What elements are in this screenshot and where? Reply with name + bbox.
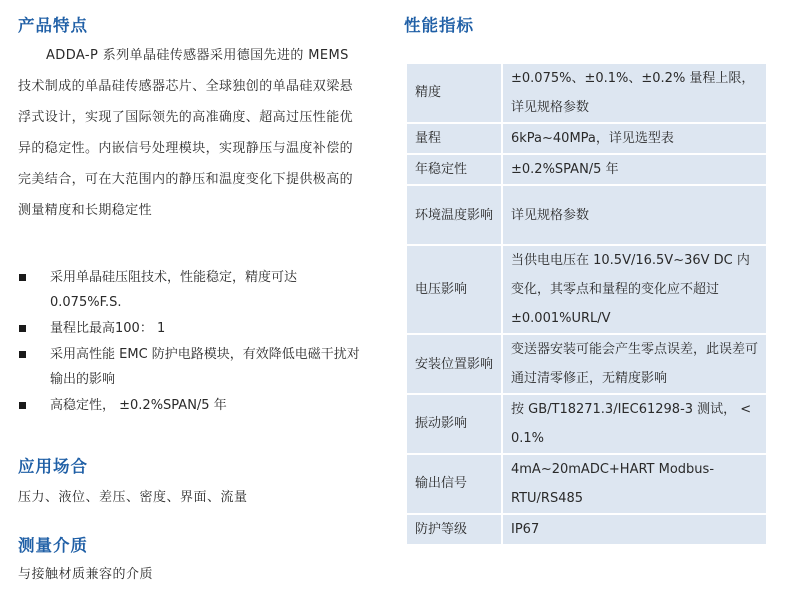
row-value: 按 GB/T18271.3/IEC61298-3 测试， < 0.1% bbox=[503, 395, 766, 453]
row-label: 年稳定性 bbox=[407, 155, 503, 184]
row-label: 防护等级 bbox=[407, 515, 503, 544]
feature-item bbox=[18, 342, 368, 392]
performance-title: 性能指标 bbox=[404, 16, 474, 35]
table-row bbox=[407, 155, 766, 184]
applications-title: 应用场合 bbox=[18, 457, 88, 476]
row-value: 4mA~20mADC+HART Modbus-RTU/RS485 bbox=[503, 455, 766, 513]
row-value: ±0.2%SPAN/5 年 bbox=[503, 155, 766, 184]
square-bullet-icon bbox=[19, 351, 26, 358]
table-row bbox=[407, 455, 766, 513]
table-row bbox=[407, 515, 766, 544]
row-label: 电压影响 bbox=[407, 246, 503, 333]
feature-item bbox=[18, 316, 368, 341]
features-intro-text: ADDA-P 系列单晶硅传感器采用德国先进的 MEMS 技术制成的单晶硅传感器芯片、全球独创的单晶硅双梁悬浮式设计，实现了国际领先的高准确度、超高过压性能优异的稳定性。内嵌信号处理模块，实现静压与温度补偿的完美结合，可在大范围内的静压和温度变化下提供极高的测量精度和长期稳定性 bbox=[18, 48, 354, 218]
row-value: 当供电电压在 10.5V/16.5V~36V DC 内变化，其零点和量程的变化应不超过 ±0.001%URL/V bbox=[503, 246, 766, 333]
features-intro bbox=[18, 40, 363, 226]
media-title: 测量介质 bbox=[18, 536, 88, 555]
row-label: 输出信号 bbox=[407, 455, 503, 513]
feature-text: 采用单晶硅压阻技术，性能稳定，精度可达 0.075%F.S. bbox=[50, 270, 298, 310]
table-row bbox=[407, 186, 766, 244]
feature-text: 高稳定性， ±0.2%SPAN/5 年 bbox=[50, 398, 227, 413]
row-value: 详见规格参数 bbox=[503, 186, 766, 244]
table-row bbox=[407, 395, 766, 453]
table-row bbox=[407, 335, 766, 393]
table-row bbox=[407, 124, 766, 153]
feature-text: 采用高性能 EMC 防护电路模块，有效降低电磁干扰对输出的影响 bbox=[50, 347, 360, 387]
feature-text: 量程比最高100： 1 bbox=[50, 321, 166, 336]
row-value: IP67 bbox=[503, 515, 766, 544]
table-row bbox=[407, 246, 766, 333]
row-label: 安装位置影响 bbox=[407, 335, 503, 393]
square-bullet-icon bbox=[19, 402, 26, 409]
row-label: 量程 bbox=[407, 124, 503, 153]
features-title: 产品特点 bbox=[18, 16, 88, 35]
row-value: 变送器安装可能会产生零点误差，此误差可通过清零修正，无精度影响 bbox=[503, 335, 766, 393]
media-text: 与接触材质兼容的介质 bbox=[18, 567, 154, 582]
row-value: 6kPa~40MPa，详见选型表 bbox=[503, 124, 766, 153]
row-value: ±0.075%、±0.1%、±0.2% 量程上限，详见规格参数 bbox=[503, 64, 766, 122]
table-row bbox=[407, 64, 766, 122]
performance-table bbox=[407, 62, 766, 546]
feature-item bbox=[18, 265, 368, 315]
row-label: 振动影响 bbox=[407, 395, 503, 453]
row-label: 环境温度影响 bbox=[407, 186, 503, 244]
applications-text: 压力、液位、差压、密度、界面、流量 bbox=[18, 490, 248, 505]
row-label: 精度 bbox=[407, 64, 503, 122]
square-bullet-icon bbox=[19, 274, 26, 281]
feature-item bbox=[18, 393, 368, 418]
square-bullet-icon bbox=[19, 325, 26, 332]
features-list bbox=[18, 265, 368, 419]
